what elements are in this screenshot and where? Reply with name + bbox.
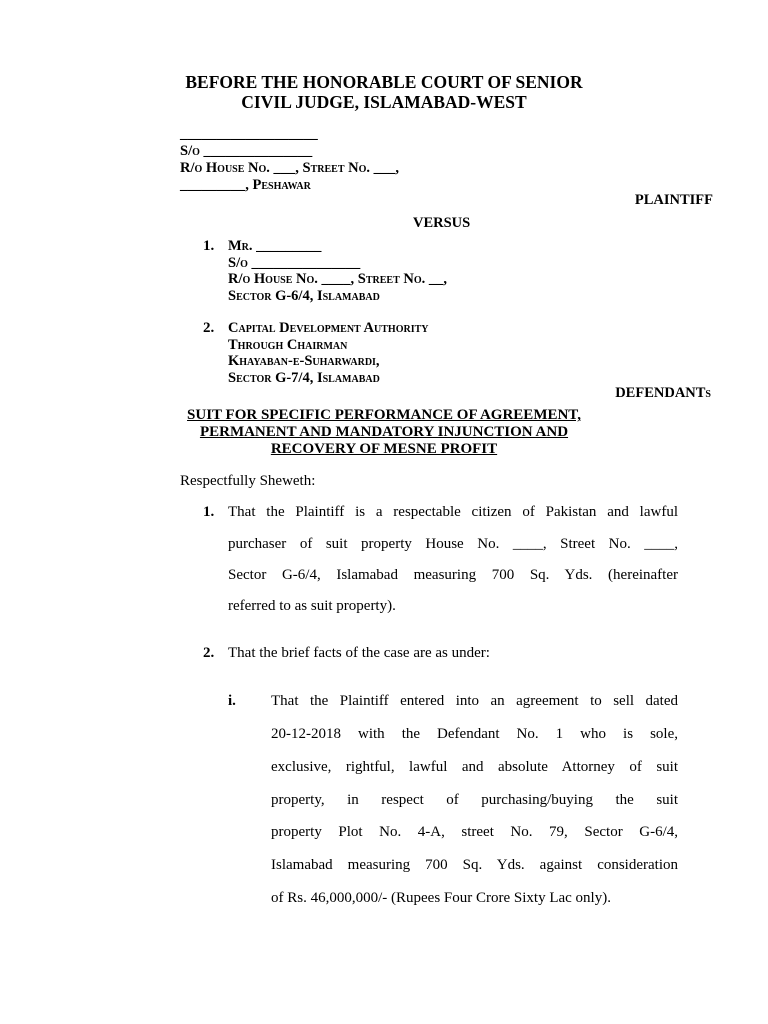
subparagraph-i-line1: That the Plaintiff entered into an agreement to sell dated <box>271 693 678 709</box>
subparagraph-i-line6: Islamabad measuring 700 Sq. Yds. against consideration <box>271 857 678 873</box>
plaintiff-address2: _________, Peshawar <box>180 177 311 193</box>
paragraph-2-line1: That the brief facts of the case are as under: <box>228 645 490 661</box>
suit-title-line3: RECOVERY OF MESNE PROFIT <box>270 441 498 457</box>
court-heading-line1: BEFORE THE HONORABLE COURT OF SENIOR <box>185 72 583 92</box>
court-heading-line2: CIVIL JUDGE, ISLAMABAD-WEST <box>241 92 527 112</box>
plaintiff-name-blank: ___________________ <box>180 126 318 142</box>
subparagraph-i-line5: property Plot No. 4-A, street No. 79, Sector G-6/4, <box>271 824 678 840</box>
subparagraph-i-line2: 20-12-2018 with the Defendant No. 1 who is sole, <box>271 726 678 742</box>
paragraph-1-number: 1. <box>203 504 215 520</box>
subparagraph-i-line3: exclusive, rightful, lawful and absolute Attorney of suit <box>271 759 678 775</box>
paragraph-1-line4: referred to as suit property). <box>228 598 396 614</box>
plaintiff-so: S/o _______________ <box>180 143 313 159</box>
suit-title-line1: SUIT FOR SPECIFIC PERFORMANCE OF AGREEMENT, <box>187 407 581 423</box>
paragraph-1-line1: That the Plaintiff is a respectable citizen of Pakistan and lawful <box>228 504 678 520</box>
plaintiff-address1: R/o House No. ___, Street No. ___, <box>180 160 400 176</box>
paragraph-2-number: 2. <box>203 645 215 661</box>
versus: VERSUS <box>413 215 471 231</box>
salutation: Respectfully Sheweth: <box>180 473 316 489</box>
defendant-1-line1: Mr. _________ <box>228 238 322 254</box>
defendant-1-number: 1. <box>203 238 215 254</box>
defendants-role: DEFENDANTs <box>615 385 711 401</box>
defendant-1-line3: R/o House No. ____, Street No. __, <box>228 271 448 287</box>
defendant-1-line4: Sector G-6/4, Islamabad <box>228 288 380 304</box>
suit-title-line2: PERMANENT AND MANDATORY INJUNCTION AND <box>199 424 569 440</box>
subparagraph-i-number: i. <box>228 693 236 709</box>
subparagraph-i-line7: of Rs. 46,000,000/- (Rupees Four Crore Sixty Lac only). <box>271 890 611 906</box>
defendant-2-line1: Capital Development Authority <box>228 320 429 336</box>
defendant-2-line2: Through Chairman <box>228 337 348 353</box>
defendant-2-number: 2. <box>203 320 215 336</box>
defendant-1-line2: S/o _______________ <box>228 255 361 271</box>
defendant-2-line3: Khayaban-e-Suharwardi, <box>228 353 380 369</box>
defendant-2-line4: Sector G-7/4, Islamabad <box>228 370 380 386</box>
paragraph-1-line3: Sector G-6/4, Islamabad measuring 700 Sq. Yds. (hereinafter <box>228 567 678 583</box>
paragraph-1-line2: purchaser of suit property House No. ____, Street No. ____, <box>228 536 678 552</box>
subparagraph-i-line4: property, in respect of purchasing/buying the suit <box>271 792 678 808</box>
plaintiff-role: PLAINTIFF <box>634 192 713 208</box>
